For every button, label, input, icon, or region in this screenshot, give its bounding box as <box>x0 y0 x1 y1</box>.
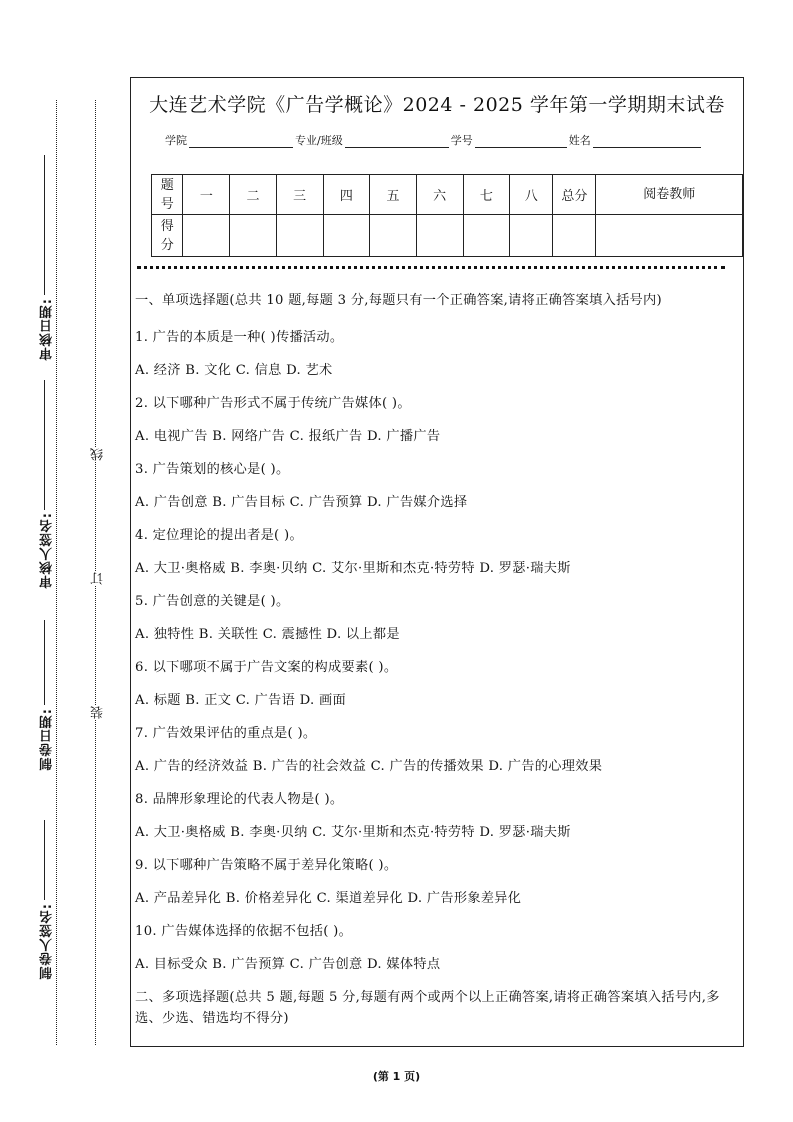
exam-content <box>135 290 741 1029</box>
col-8: 八 <box>510 175 553 215</box>
student-info-row <box>165 132 703 148</box>
q8: 8. 品牌形象理论的代表人物是( )。 <box>135 792 344 807</box>
q6-options: A. 标题 B. 正文 C. 广告语 D. 画面 <box>135 693 346 708</box>
score-cell-grader[interactable] <box>596 215 743 257</box>
maker-sign-line <box>44 820 45 900</box>
score-cell-3[interactable] <box>276 215 323 257</box>
college-label: 学院 <box>165 134 187 147</box>
student-id-label: 学号 <box>450 134 473 147</box>
q7-options: A. 广告的经济效益 B. 广告的社会效益 C. 广告的传播效果 D. 广告的心理效果 <box>135 759 603 774</box>
exam-title: 大连艺术学院《广告学概论》2024 - 2025 学年第一学期期末试卷 <box>149 94 725 116</box>
maker-date-label: 制卷日期: <box>40 708 55 771</box>
q4: 4. 定位理论的提出者是( )。 <box>135 528 303 543</box>
q8-options: A. 大卫·奥格威 B. 李奥·贝纳 C. 艾尔·里斯和杰克·特劳特 D. 罗瑟·瑞夫斯 <box>135 825 571 840</box>
score-cell-4[interactable] <box>323 215 370 257</box>
q2-options: A. 电视广告 B. 网络广告 C. 报纸广告 D. 广播广告 <box>135 429 441 444</box>
score-cell-1[interactable] <box>183 215 230 257</box>
separator-dotted-line <box>137 266 725 269</box>
q9: 9. 以下哪种广告策略不属于差异化策略( )。 <box>135 858 398 873</box>
major-field[interactable] <box>345 135 449 148</box>
q1-options: A. 经济 B. 文化 C. 信息 D. 艺术 <box>135 363 333 378</box>
section1-heading: 一、单项选择题(总共 10 题,每题 3 分,每题只有一个正确答案,请将正确答案填入括号内) <box>135 293 662 308</box>
col-total: 总分 <box>553 175 596 215</box>
question-number-label: 题号 <box>152 175 183 215</box>
q5-options: A. 独特性 B. 关联性 C. 震撼性 D. 以上都是 <box>135 627 400 642</box>
binding-char-ding: 订 <box>91 572 106 585</box>
q7: 7. 广告效果评估的重点是( )。 <box>135 726 317 741</box>
q10: 10. 广告媒体选择的依据不包括( )。 <box>135 924 353 939</box>
score-cell-8[interactable] <box>510 215 553 257</box>
name-label: 姓名 <box>568 134 591 147</box>
col-7: 七 <box>463 175 510 215</box>
q10-options: A. 目标受众 B. 广告预算 C. 广告创意 D. 媒体特点 <box>135 957 441 972</box>
q5: 5. 广告创意的关键是( )。 <box>135 594 290 609</box>
reviewer-sign-label: 审核人签名: <box>40 512 55 589</box>
score-cell-total[interactable] <box>553 215 596 257</box>
score-table-score-row <box>152 215 743 257</box>
col-6: 六 <box>416 175 463 215</box>
col-2: 二 <box>230 175 277 215</box>
score-table <box>151 174 743 257</box>
maker-date-line <box>44 620 45 705</box>
col-4: 四 <box>323 175 370 215</box>
reviewer-date-line <box>44 155 45 295</box>
college-field[interactable] <box>189 135 293 148</box>
score-cell-6[interactable] <box>416 215 463 257</box>
score-cell-2[interactable] <box>230 215 277 257</box>
student-id-field[interactable] <box>475 135 567 148</box>
q4-options: A. 大卫·奥格威 B. 李奥·贝纳 C. 艾尔·里斯和杰克·特劳特 D. 罗瑟·瑞夫斯 <box>135 561 571 576</box>
score-table-header-row <box>152 175 743 215</box>
q3: 3. 广告策划的核心是( )。 <box>135 462 290 477</box>
q6: 6. 以下哪项不属于广告文案的构成要素( )。 <box>135 660 398 675</box>
name-field[interactable] <box>593 135 701 148</box>
score-label: 得分 <box>152 215 183 257</box>
col-3: 三 <box>276 175 323 215</box>
col-grader: 阅卷教师 <box>596 175 743 215</box>
col-5: 五 <box>370 175 417 215</box>
q9-options: A. 产品差异化 B. 价格差异化 C. 渠道差异化 D. 广告形象差异化 <box>135 891 522 906</box>
score-cell-7[interactable] <box>463 215 510 257</box>
exam-frame <box>130 77 744 1047</box>
binding-margin <box>0 0 128 1122</box>
q1: 1. 广告的本质是一种( )传播活动。 <box>135 330 344 345</box>
maker-sign-label: 制卷人签名: <box>40 903 55 980</box>
col-1: 一 <box>183 175 230 215</box>
q2: 2. 以下哪种广告形式不属于传统广告媒体( )。 <box>135 396 411 411</box>
binding-char-xian: 线 <box>91 448 106 461</box>
reviewer-sign-line <box>44 380 45 510</box>
reviewer-date-label: 审核日期: <box>40 298 55 361</box>
score-cell-5[interactable] <box>370 215 417 257</box>
q3-options: A. 广告创意 B. 广告目标 C. 广告预算 D. 广告媒介选择 <box>135 495 468 510</box>
section2-heading: 二、多项选择题(总共 5 题,每题 5 分,每题有两个或两个以上正确答案,请将正确答案填入括号内,多选、少选、错选均不得分) <box>135 990 720 1026</box>
page-number: (第 1 页) <box>372 1070 421 1083</box>
major-label: 专业/班级 <box>295 134 343 147</box>
binding-char-zhuang: 装 <box>91 706 106 719</box>
